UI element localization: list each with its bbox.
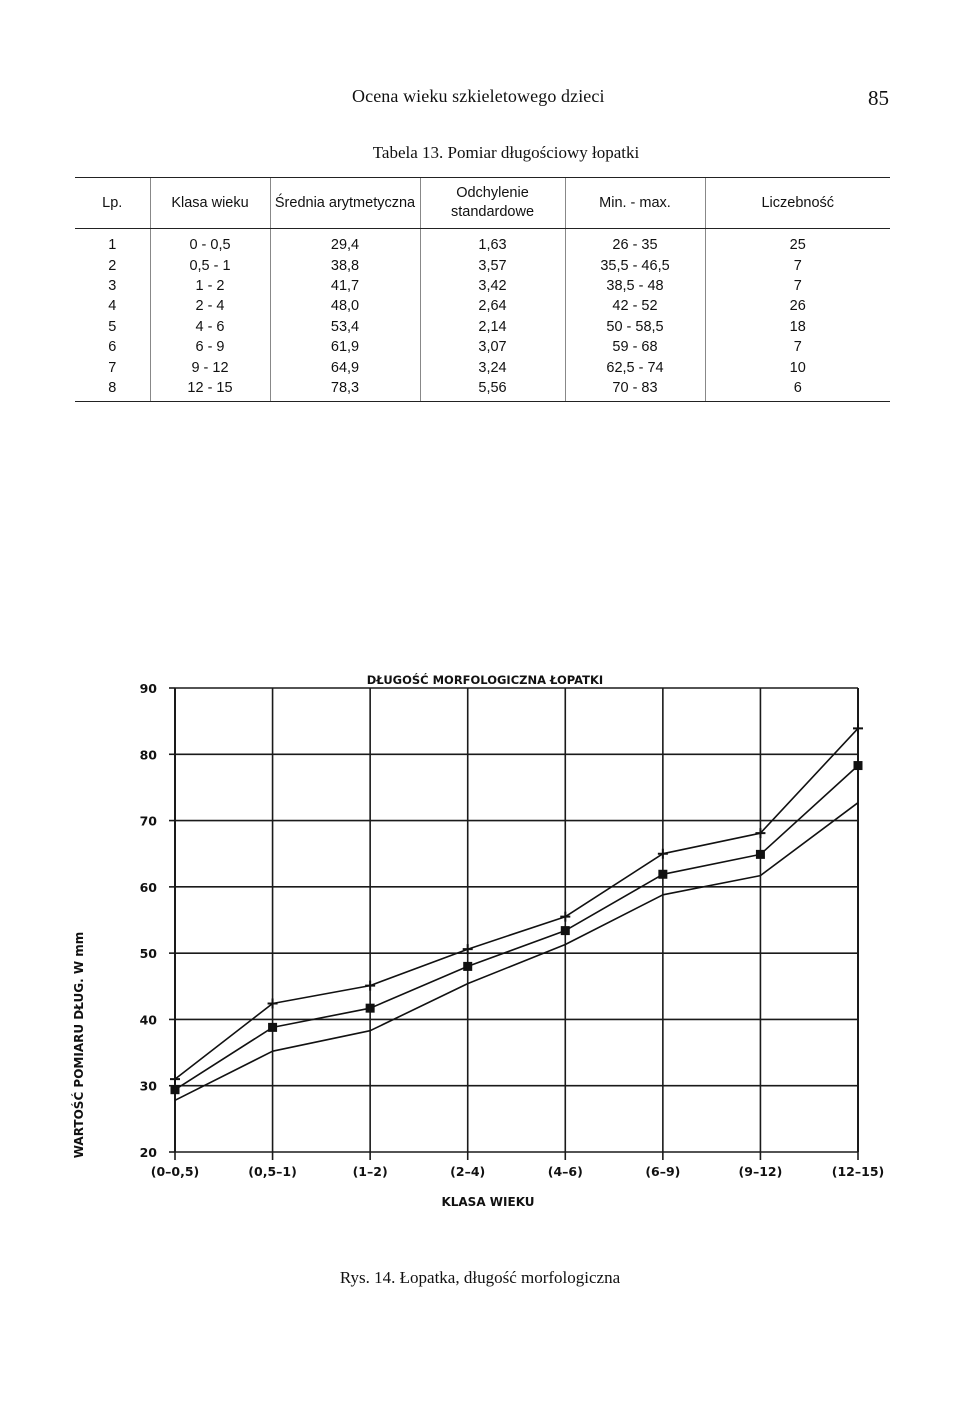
cell-count: 7: [705, 255, 890, 275]
data-point-upper: [365, 981, 375, 991]
x-tick-label: (0,5–1): [248, 1164, 297, 1179]
col-header-lp: Lp.: [75, 178, 150, 229]
data-point-mean: [658, 870, 667, 879]
table-row: [75, 357, 890, 377]
cell-count: 18: [705, 317, 890, 337]
cell-age-class: 4 - 6: [150, 317, 270, 337]
cell-age-class: 0 - 0,5: [150, 229, 270, 256]
cell-mean: 38,8: [270, 255, 420, 275]
y-tick-label: 40: [139, 1012, 157, 1028]
cell-count: 6: [705, 378, 890, 402]
col-header-count: Liczebność: [705, 178, 890, 229]
data-point-mean: [171, 1085, 180, 1094]
measurement-table: [75, 177, 890, 402]
y-tick-label: 70: [139, 813, 157, 829]
cell-mean: 29,4: [270, 229, 420, 256]
series-line-2: [175, 766, 858, 1090]
cell-age-class: 9 - 12: [150, 357, 270, 377]
cell-age-class: 12 - 15: [150, 378, 270, 402]
data-point-mean: [854, 761, 863, 770]
x-tick-label: (12–15): [831, 1164, 885, 1179]
cell-count: 7: [705, 276, 890, 296]
cell-min-max: 26 - 35: [565, 229, 705, 256]
cell-std-dev: 2,14: [420, 317, 565, 337]
cell-min-max: 70 - 83: [565, 378, 705, 402]
figure-caption-label: Rys. 14.: [339, 1268, 396, 1287]
cell-lp: 2: [108, 257, 117, 274]
cell-count: 10: [705, 357, 890, 377]
cell-std-dev: 1,63: [420, 229, 565, 256]
cell-age-class: 2 - 4: [150, 296, 270, 316]
cell-mean: 78,3: [270, 378, 420, 402]
cell-lp: 5: [108, 318, 117, 335]
y-tick-label: 90: [139, 681, 157, 696]
series-line-3: [175, 803, 858, 1101]
cell-min-max: 50 - 58,5: [565, 317, 705, 337]
col-header-std-dev: Odchylenie standardowe: [420, 178, 565, 229]
cell-min-max: 35,5 - 46,5: [565, 255, 705, 275]
x-tick-label: (6–9): [645, 1164, 681, 1179]
data-point-mean: [561, 926, 570, 935]
running-title: Ocena wieku szkieletowego dzieci: [352, 86, 605, 106]
y-tick-label: 60: [139, 879, 157, 895]
data-point-upper: [658, 849, 668, 859]
cell-std-dev: 3,42: [420, 276, 565, 296]
cell-lp: 8: [75, 378, 150, 402]
data-point-mean: [366, 1004, 375, 1013]
y-tick-label: 30: [139, 1078, 157, 1094]
cell-lp: 4: [108, 298, 117, 315]
cell-std-dev: 3,24: [420, 357, 565, 377]
y-axis-label: WARTOŚĆ POMIARU DŁUG. W mm: [72, 931, 86, 1159]
cell-lp: 7: [108, 359, 117, 376]
table-row: [75, 255, 890, 275]
cell-mean: 48,0: [270, 296, 420, 316]
x-tick-label: (2–4): [450, 1164, 486, 1179]
x-tick-label: (4–6): [547, 1164, 583, 1179]
cell-min-max: 59 - 68: [565, 337, 705, 357]
x-axis-label: KLASA WIEKU: [441, 1195, 535, 1209]
cell-count: 26: [705, 296, 890, 316]
data-point-upper: [560, 912, 570, 922]
cell-min-max: 38,5 - 48: [565, 276, 705, 296]
cell-min-max: 62,5 - 74: [565, 357, 705, 377]
cell-age-class: 0,5 - 1: [150, 255, 270, 275]
y-tick-label: 80: [139, 747, 157, 763]
cell-lp: 3: [108, 277, 117, 294]
cell-count: 7: [705, 337, 890, 357]
table-row: [75, 276, 890, 296]
cell-std-dev: 3,57: [420, 255, 565, 275]
cell-min-max: 42 - 52: [565, 296, 705, 316]
chart-title: DŁUGOŚĆ MORFOLOGICZNA ŁOPATKI: [366, 673, 604, 687]
cell-mean: 53,4: [270, 317, 420, 337]
col-header-age-class: Klasa wieku: [150, 178, 270, 229]
x-tick-label: (0–0,5): [150, 1164, 200, 1179]
data-point-mean: [756, 850, 765, 859]
cell-std-dev: 2,64: [420, 296, 565, 316]
cell-age-class: 6 - 9: [150, 337, 270, 357]
data-point-mean: [268, 1023, 277, 1032]
cell-mean: 41,7: [270, 276, 420, 296]
table-caption-label: Tabela 13.: [372, 143, 444, 162]
page-number: 85: [868, 86, 889, 110]
figure-caption: [0, 1268, 960, 1288]
cell-lp: 1: [108, 237, 117, 254]
table-caption-text: Pomiar długościowy łopatki: [447, 143, 640, 162]
x-tick-label: (1–2): [352, 1164, 388, 1179]
table-row: [75, 317, 890, 337]
table-row: [75, 378, 890, 402]
x-tick-label: (9–12): [738, 1164, 783, 1179]
cell-mean: 64,9: [270, 357, 420, 377]
col-header-mean: Średnia arytmetyczna: [270, 178, 420, 229]
table-row: [75, 296, 890, 316]
cell-age-class: 1 - 2: [150, 276, 270, 296]
table-caption: [0, 143, 960, 163]
cell-std-dev: 3,07: [420, 337, 565, 357]
cell-mean: 61,9: [270, 337, 420, 357]
figure-caption-text: Łopatka, długość morfologiczna: [399, 1268, 621, 1287]
cell-count: 25: [705, 229, 890, 256]
cell-lp: 6: [108, 339, 117, 356]
cell-std-dev: 5,56: [420, 378, 565, 402]
table-header-row: [75, 178, 890, 229]
y-tick-label: 20: [139, 1145, 157, 1160]
length-chart: [0, 640, 960, 1220]
y-tick-label: 50: [139, 946, 157, 962]
table-row: [75, 229, 890, 256]
table-row: [75, 337, 890, 357]
col-header-min-max: Min. - max.: [565, 178, 705, 229]
data-point-mean: [463, 962, 472, 971]
